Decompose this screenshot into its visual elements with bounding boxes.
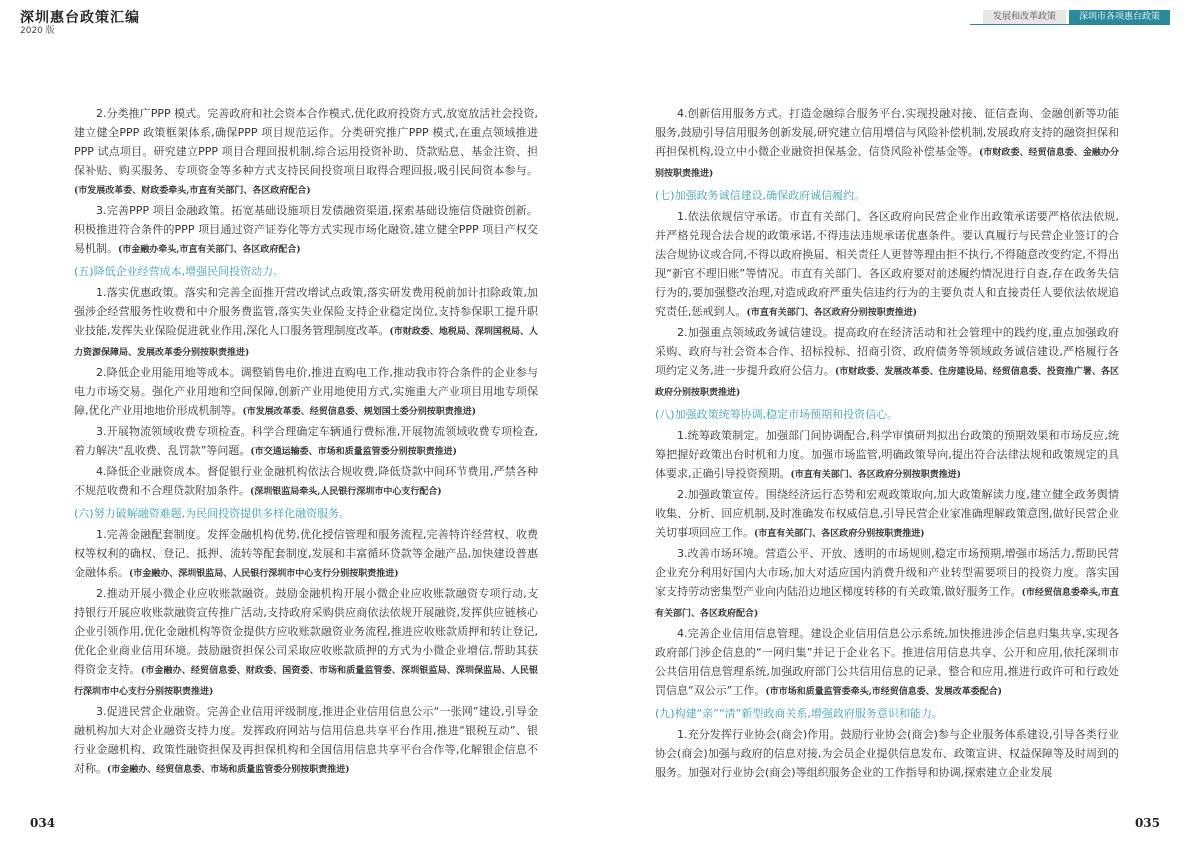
responsible-agency-note: (市市场和质量监管委牵头,市经贸信息委、发展改革委配合)	[765, 687, 1003, 697]
edition-year: 2020 版	[20, 26, 55, 36]
responsible-agency-note: (市金融办、深圳银监局、人民银行深圳市中心支行分别按职责推进)	[129, 569, 399, 579]
responsible-agency-note: (市发展改革委、财政委牵头,市直有关部门、各区政府配合)	[74, 186, 311, 196]
policy-paragraph	[655, 426, 1119, 485]
left-page-column	[74, 104, 538, 780]
responsible-agency-note: (市金融办牵头,市直有关部门、各区政府配合)	[118, 245, 301, 255]
paragraph-text: 2.分类推广PPP 模式。完善政府和社会资本合作模式,优化政府投资方式,放宽放活社会投资,建立健全PPP 政策框架体系,确保PPP 项目规范运作。分类研究推广PPP 模式,在重点领域推进PPP 试点项目。研究建立PPP 项目合理回报机制,综合运用投资补助、贷款贴息、基金注资、担保补贴、购买服务、专项资金等多种方式支持民间投资项目取得合理回报,吸引民间资本参与。	[74, 107, 538, 177]
policy-paragraph	[655, 725, 1119, 782]
page-number-right: 035	[1134, 816, 1160, 830]
right-page-column	[655, 104, 1119, 782]
responsible-agency-note: (市财政委、经贸信息委、金融办分别按职责推进)	[655, 148, 1119, 179]
paragraph-text: 4.创新信用服务方式。打造金融综合服务平台,实现投融对接、征信查询、金融创新等功能服务,鼓励引导信用服务创新发展,研究建立信用增信与风险补偿机制,发展政府支持的融资担保和再担保机构,设立中小微企业融资担保基金、信贷风险补偿基金等。	[655, 107, 1119, 158]
paragraph-text: 4.完善企业信用信息管理。建设企业信用信息公示系统,加快推进涉企信息归集共享,实现各政府部门涉企信息的“一网归集”并记于企业名下。推进信用信息共享、公开和应用,依托深圳市公共信用信息管理系统,加强政府部门公共信用信息的记录、整合和应用,推进行政许可和行政处罚信息“双公示”工作。	[655, 627, 1119, 697]
paragraph-text: 1.统筹政策制定。加强部门间协调配合,科学审慎研判拟出台政策的预期效果和市场反应,统筹把握好政策出台时机和力度。加强市场监管,明确政策导向,提出符合法律法规和政策规定的具体要求,正确引导投资预期。	[655, 429, 1119, 480]
paragraph-text: 2.推动开展小微企业应收账款融资。鼓励金融机构开展小微企业应收账款融资专项行动,支持银行开展应收账款融资宣传推广活动,支持政府采购供应商依法依规开展融资,发挥供应链核心企业引领作用,优化金融机构等资金提供方应收账款融资业务流程,推进应收账款质押和转让登记,优化企业商业信用环境。鼓励融资担保公司采取应收账款质押的方式为小微企业增信,帮助其获得资金支持。	[74, 587, 538, 676]
responsible-agency-note: (深圳银监局牵头,人民银行深圳市中心支行配合)	[250, 487, 442, 497]
paragraph-text: 3.完善PPP 项目金融政策。拓宽基础设施项目发债融资渠道,探索基础设施信贷融资创新。积极推进符合条件的PPP 项目通过资产证券化等方式实现市场化融资,建立健全PPP 项目产权交易机制。	[74, 204, 538, 255]
responsible-agency-note: (市直有关部门、各区政府分别按职责推进)	[746, 308, 918, 318]
paragraph-text: 3.改善市场环境。营造公平、开放、透明的市场规则,稳定市场预期,增强市场活力,帮助民营企业充分利用好国内大市场,加大对适应国内消费升级和产业转型需要项目的投资力度。落实国家支持劳动密集型产业向内陆沿边地区梯度转移的有关政策,做好服务工作。	[655, 547, 1119, 598]
tab-policy-category: 发展和改革政策	[983, 10, 1066, 24]
responsible-agency-note: (市发展改革委、经贸信息委、规划国土委分别按职责推进)	[242, 407, 477, 417]
paragraph-text: 1.依法依规信守承诺。市直有关部门、各区政府向民营企业作出政策承诺要严格依法依规,并严格兑现合法合规的政策承诺,不得违法违规承诺优惠条件。要认真履行与民营企业签订的合法合规协议或合同,不得以政府换届、相关责任人更替等理由拒不执行,不得随意改变约定,不得出现“新官不理旧账”等情况。市直有关部门、各区政府要对前述履约情况进行自查,存在政务失信行为的,要加强整改治理,对造成政府严重失信违约行为的主要负责人和直接责任人要依法依规追究责任,惩戒到人。	[655, 210, 1119, 318]
paragraph-text: 1.落实优惠政策。落实和完善全面推开营改增试点政策,落实研发费用税前加计扣除政策,加强涉企经营服务性收费和中介服务费监管,落实失业保险支持企业稳定岗位,支持参保职工提升职业技能,发挥失业保险促进就业作用,深化人口服务管理制度改革。	[74, 286, 538, 337]
paragraph-text: 3.促进民营企业融资。完善企业信用评级制度,推进企业信用信息公示“一张网”建设,引导金融机构加大对企业融资支持力度。发挥政府网站与信用信息共享平台作用,推进“银税互动”、银行业金融机构、政策性融资担保及再担保机构和全国信用信息共享平台合作等,化解银企信息不对称。	[74, 705, 538, 775]
policy-paragraph	[655, 485, 1119, 544]
page-number-left: 034	[30, 816, 56, 830]
responsible-agency-note: (市经贸信息委牵头,市直有关部门、各区政府配合)	[655, 588, 1119, 619]
policy-paragraph	[74, 363, 538, 422]
header-divider	[970, 24, 1170, 25]
policy-paragraph	[74, 584, 538, 702]
policy-paragraph	[74, 201, 538, 260]
section-heading: (五)降低企业经营成本,增强民间投资动力。	[74, 265, 285, 278]
section-tabs	[983, 10, 1170, 24]
policy-paragraph	[655, 624, 1119, 702]
section-heading: (九)构建“亲”“清”新型政商关系,增强政府服务意识和能力。	[655, 707, 943, 720]
responsible-agency-note: (市金融办、经贸信息委、财政委、国资委、市场和质量监管委、深圳银监局、深圳保监局、人民银行深圳市中心支行分别按职责推进)	[74, 666, 538, 697]
responsible-agency-note: (市直有关部门、各区政府分别按职责推进)	[790, 470, 962, 480]
paragraph-text: 2.加强政策宣传。围绕经济运行态势和宏观政策取向,加大政策解读力度,建立健全政务舆情收集、分析、回应机制,及时准确发布权威信息,引导民营企业家准确理解政策意图,做好民营企业关切事项回应工作。	[655, 488, 1119, 539]
responsible-agency-note: (市交通运输委、市场和质量监管委分别按职责推进)	[250, 447, 457, 457]
paragraph-text: 3.开展物流领域收费专项检查。科学合理确定车辆通行费标准,开展物流领域收费专项检查,着力解决“乱收费、乱罚款”等问题。	[74, 425, 538, 457]
tab-city-policies: 深圳市各项惠台政策	[1069, 10, 1170, 24]
paragraph-text: 1.充分发挥行业协会(商会)作用。鼓励行业协会(商会)参与企业服务体系建设,引导各类行业协会(商会)加强与政府的信息对接,为会员企业提供信息发布、政策宣讲、权益保障等及时周到的服务。加强对行业协会(商会)等组织服务企业的工作指导和协调,探索建立企业发展	[655, 728, 1119, 779]
responsible-agency-note: (市直有关部门、各区政府分别按职责推进)	[754, 529, 925, 539]
policy-paragraph	[74, 104, 538, 201]
policy-paragraph	[74, 462, 538, 502]
paragraph-text: 4.降低企业融资成本。督促银行业金融机构依法合规收费,降低贷款中间环节费用,严禁各种不规范收费和不合理贷款附加条件。	[74, 465, 538, 497]
publication-header	[20, 10, 140, 37]
responsible-agency-note: (市财政委、地税局、深圳国税局、人力资源保障局、发展改革委分别按职责推进)	[74, 327, 538, 358]
policy-paragraph	[74, 283, 538, 363]
responsible-agency-note: (市财政委、发展改革委、住房建设局、经贸信息委、投资推广署、各区政府分别按职责推进)	[655, 367, 1119, 398]
policy-paragraph	[655, 323, 1119, 403]
policy-paragraph	[74, 702, 538, 780]
paragraph-text: 2.加强重点领域政务诚信建设。提高政府在经济活动和社会管理中的践约度,重点加强政府采购、政府与社会资本合作、招标投标、招商引资、政府债务等领域政务诚信建设,严格履行各项约定义务,进一步提升政府公信力。	[655, 326, 1119, 377]
policy-paragraph	[655, 207, 1119, 323]
policy-paragraph	[74, 422, 538, 462]
section-heading: (六)努力破解融资难题,为民间投资提供多样化融资服务。	[74, 507, 351, 520]
section-heading: (八)加强政策统筹协调,稳定市场预期和投资信心。	[655, 408, 899, 421]
paragraph-text: 1.完善金融配套制度。发挥金融机构优势,优化授信管理和服务流程,完善特许经营权、收费权等权利的确权、登记、抵押、流转等配套制度,发展和丰富循环贷款等金融产品,加快建设普惠金融体系。	[74, 528, 538, 579]
policy-paragraph	[74, 525, 538, 584]
responsible-agency-note: (市金融办、经贸信息委、市场和质量监管委分别按职责推进)	[107, 765, 350, 775]
policy-paragraph	[655, 104, 1119, 184]
paragraph-text: 2.降低企业用能用地等成本。调整销售电价,推进直购电工作,推动我市符合条件的企业参与电力市场交易。强化产业用地和空间保障,创新产业用地使用方式,实施重大产业项目用地专项保障,优化产业用地地价形成机制等。	[74, 366, 538, 417]
policy-paragraph	[655, 544, 1119, 624]
publication-title: 深圳惠台政策汇编	[20, 10, 140, 26]
section-heading: (七)加强政务诚信建设,确保政府诚信履约。	[655, 189, 866, 202]
